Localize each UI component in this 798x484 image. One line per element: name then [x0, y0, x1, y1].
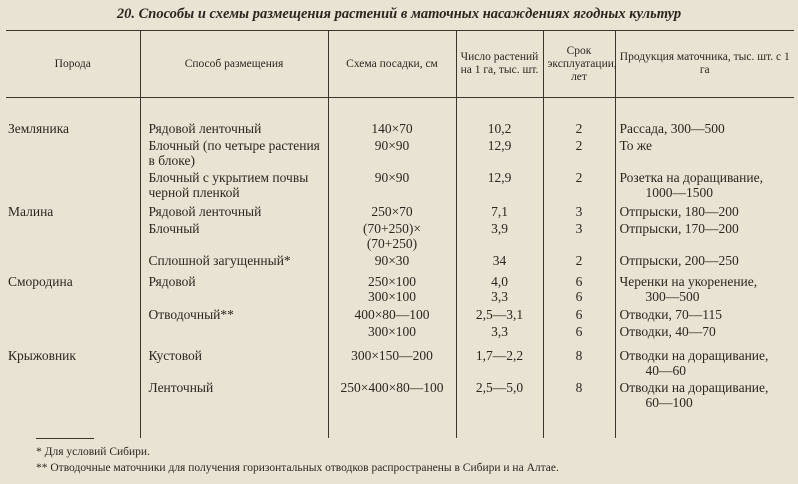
cell-production: Отпрыски, 200—250 [615, 253, 794, 274]
scheme-line-2: 300×100 [367, 289, 417, 304]
cell-crop: Крыжовник [8, 348, 76, 363]
spacer-row [6, 98, 794, 122]
cell-count: 2,5—3,1 [456, 307, 543, 324]
cell-term [543, 274, 615, 307]
cell-scheme: 400×80—100 [328, 307, 456, 324]
cell-count: 34 [456, 253, 543, 274]
cell-crop: Земляника [8, 121, 70, 136]
table-row [6, 324, 794, 348]
header-count: Число растений на 1 га, тыс. шт. [456, 31, 543, 98]
cell-method: Кустовой [140, 348, 328, 380]
production-line-1: Черенки на укоренение, [619, 274, 758, 289]
cell-production: То же [615, 138, 794, 170]
cell-production: Отводки, 40—70 [615, 324, 794, 348]
cell-production: Рассада, 300—500 [615, 121, 794, 138]
cell-count: 10,2 [456, 121, 543, 138]
header-scheme: Схема посадки, см [328, 31, 456, 98]
production-line-1: Розетка на доращивание, [619, 170, 763, 185]
cell-scheme: 90×90 [328, 138, 456, 170]
cell-scheme: 140×70 [328, 121, 456, 138]
data-table [6, 30, 794, 438]
cell-count: 1,7—2,2 [456, 348, 543, 380]
header-crop: Порода [6, 31, 140, 98]
cell-method [140, 324, 328, 348]
cell-term: 8 [543, 380, 615, 416]
scheme-line-1: (70+250)× [363, 221, 421, 236]
cell-production: Отпрыски, 170—200 [615, 221, 794, 253]
table-row [6, 204, 794, 221]
cell-production: Отводки, 70—115 [615, 307, 794, 324]
cell-production [615, 170, 794, 204]
header-row [6, 31, 794, 98]
cell-method: Рядовой ленточный [140, 121, 328, 138]
table-row [6, 274, 794, 307]
production-line-1: Отводки на доращивание, [619, 348, 769, 363]
cell-production [615, 274, 794, 307]
cell-term: 2 [543, 170, 615, 204]
cell-method: Рядовой ленточный [140, 204, 328, 221]
footnote-1: * Для условий Сибири. [36, 446, 150, 458]
cell-scheme: 250×400×80—100 [328, 380, 456, 416]
table-row [6, 221, 794, 253]
production-line-1: Отводки на доращивание, [619, 380, 769, 395]
cell-count: 12,9 [456, 138, 543, 170]
cell-crop [6, 221, 140, 253]
cell-method: Блочный (по четыре растения в блоке) [140, 138, 328, 170]
cell-scheme: 300×150—200 [328, 348, 456, 380]
cell-term: 2 [543, 138, 615, 170]
cell-method: Блочный [140, 221, 328, 253]
cell-scheme: 300×100 [328, 324, 456, 348]
table-row [6, 121, 794, 138]
scheme-line-2: (70+250) [366, 236, 418, 251]
production-line-2: 300—500 [645, 289, 700, 304]
cell-term: 2 [543, 253, 615, 274]
table-row [6, 380, 794, 416]
table-row [6, 138, 794, 170]
table-title: 20. Способы и схемы размещения растений в маточных насаждениях ягодных культур [116, 6, 682, 22]
spacer-row [6, 416, 794, 438]
cell-crop [6, 380, 140, 416]
cell-crop [6, 307, 140, 324]
cell-crop [6, 253, 140, 274]
term-line-2: 6 [575, 289, 583, 304]
production-line-2: 60—100 [645, 395, 693, 410]
count-line-2: 3,3 [491, 289, 508, 304]
cell-term: 8 [543, 348, 615, 380]
count-line-1: 4,0 [491, 274, 508, 289]
cell-crop: Смородина [8, 274, 73, 289]
cell-count: 12,9 [456, 170, 543, 204]
term-line-1: 6 [575, 274, 583, 289]
cell-term: 6 [543, 307, 615, 324]
cell-production [615, 380, 794, 416]
header-method: Способ размещения [140, 31, 328, 98]
cell-scheme: 90×90 [328, 170, 456, 204]
cell-method: Сплошной загущенный* [140, 253, 328, 274]
cell-crop [6, 170, 140, 204]
table-row [6, 348, 794, 380]
cell-method: Ленточный [140, 380, 328, 416]
cell-production: Отпрыски, 180—200 [615, 204, 794, 221]
cell-production [615, 348, 794, 380]
cell-crop [6, 138, 140, 170]
cell-scheme [328, 274, 456, 307]
cell-crop: Малина [8, 204, 54, 219]
scheme-line-1: 250×100 [367, 274, 417, 289]
header-production: Продукция маточника, тыс. шт. с 1 га [615, 31, 794, 98]
cell-scheme: 250×70 [328, 204, 456, 221]
table-row [6, 307, 794, 324]
cell-term: 3 [543, 221, 615, 253]
cell-scheme [328, 221, 456, 253]
production-line-2: 40—60 [645, 363, 686, 378]
cell-scheme: 90×30 [328, 253, 456, 274]
cell-count: 7,1 [456, 204, 543, 221]
footnote-divider [36, 438, 94, 439]
header-term: Срок эксплуатации, лет [543, 31, 615, 98]
cell-count: 2,5—5,0 [456, 380, 543, 416]
cell-crop [6, 324, 140, 348]
table-row [6, 253, 794, 274]
cell-method: Рядовой [140, 274, 328, 307]
cell-count: 3,9 [456, 221, 543, 253]
cell-count [456, 274, 543, 307]
footnote-2: ** Отводочные маточники для получения горизонтальных отводков распространены в Сибири и на Алтае. [36, 462, 559, 474]
cell-count: 3,3 [456, 324, 543, 348]
production-line-2: 1000—1500 [645, 185, 713, 200]
cell-term: 6 [543, 324, 615, 348]
cell-method: Отводочный** [140, 307, 328, 324]
cell-term: 2 [543, 121, 615, 138]
cell-method: Блочный с укрытием почвы черной пленкой [140, 170, 328, 204]
table-row [6, 170, 794, 204]
cell-term: 3 [543, 204, 615, 221]
